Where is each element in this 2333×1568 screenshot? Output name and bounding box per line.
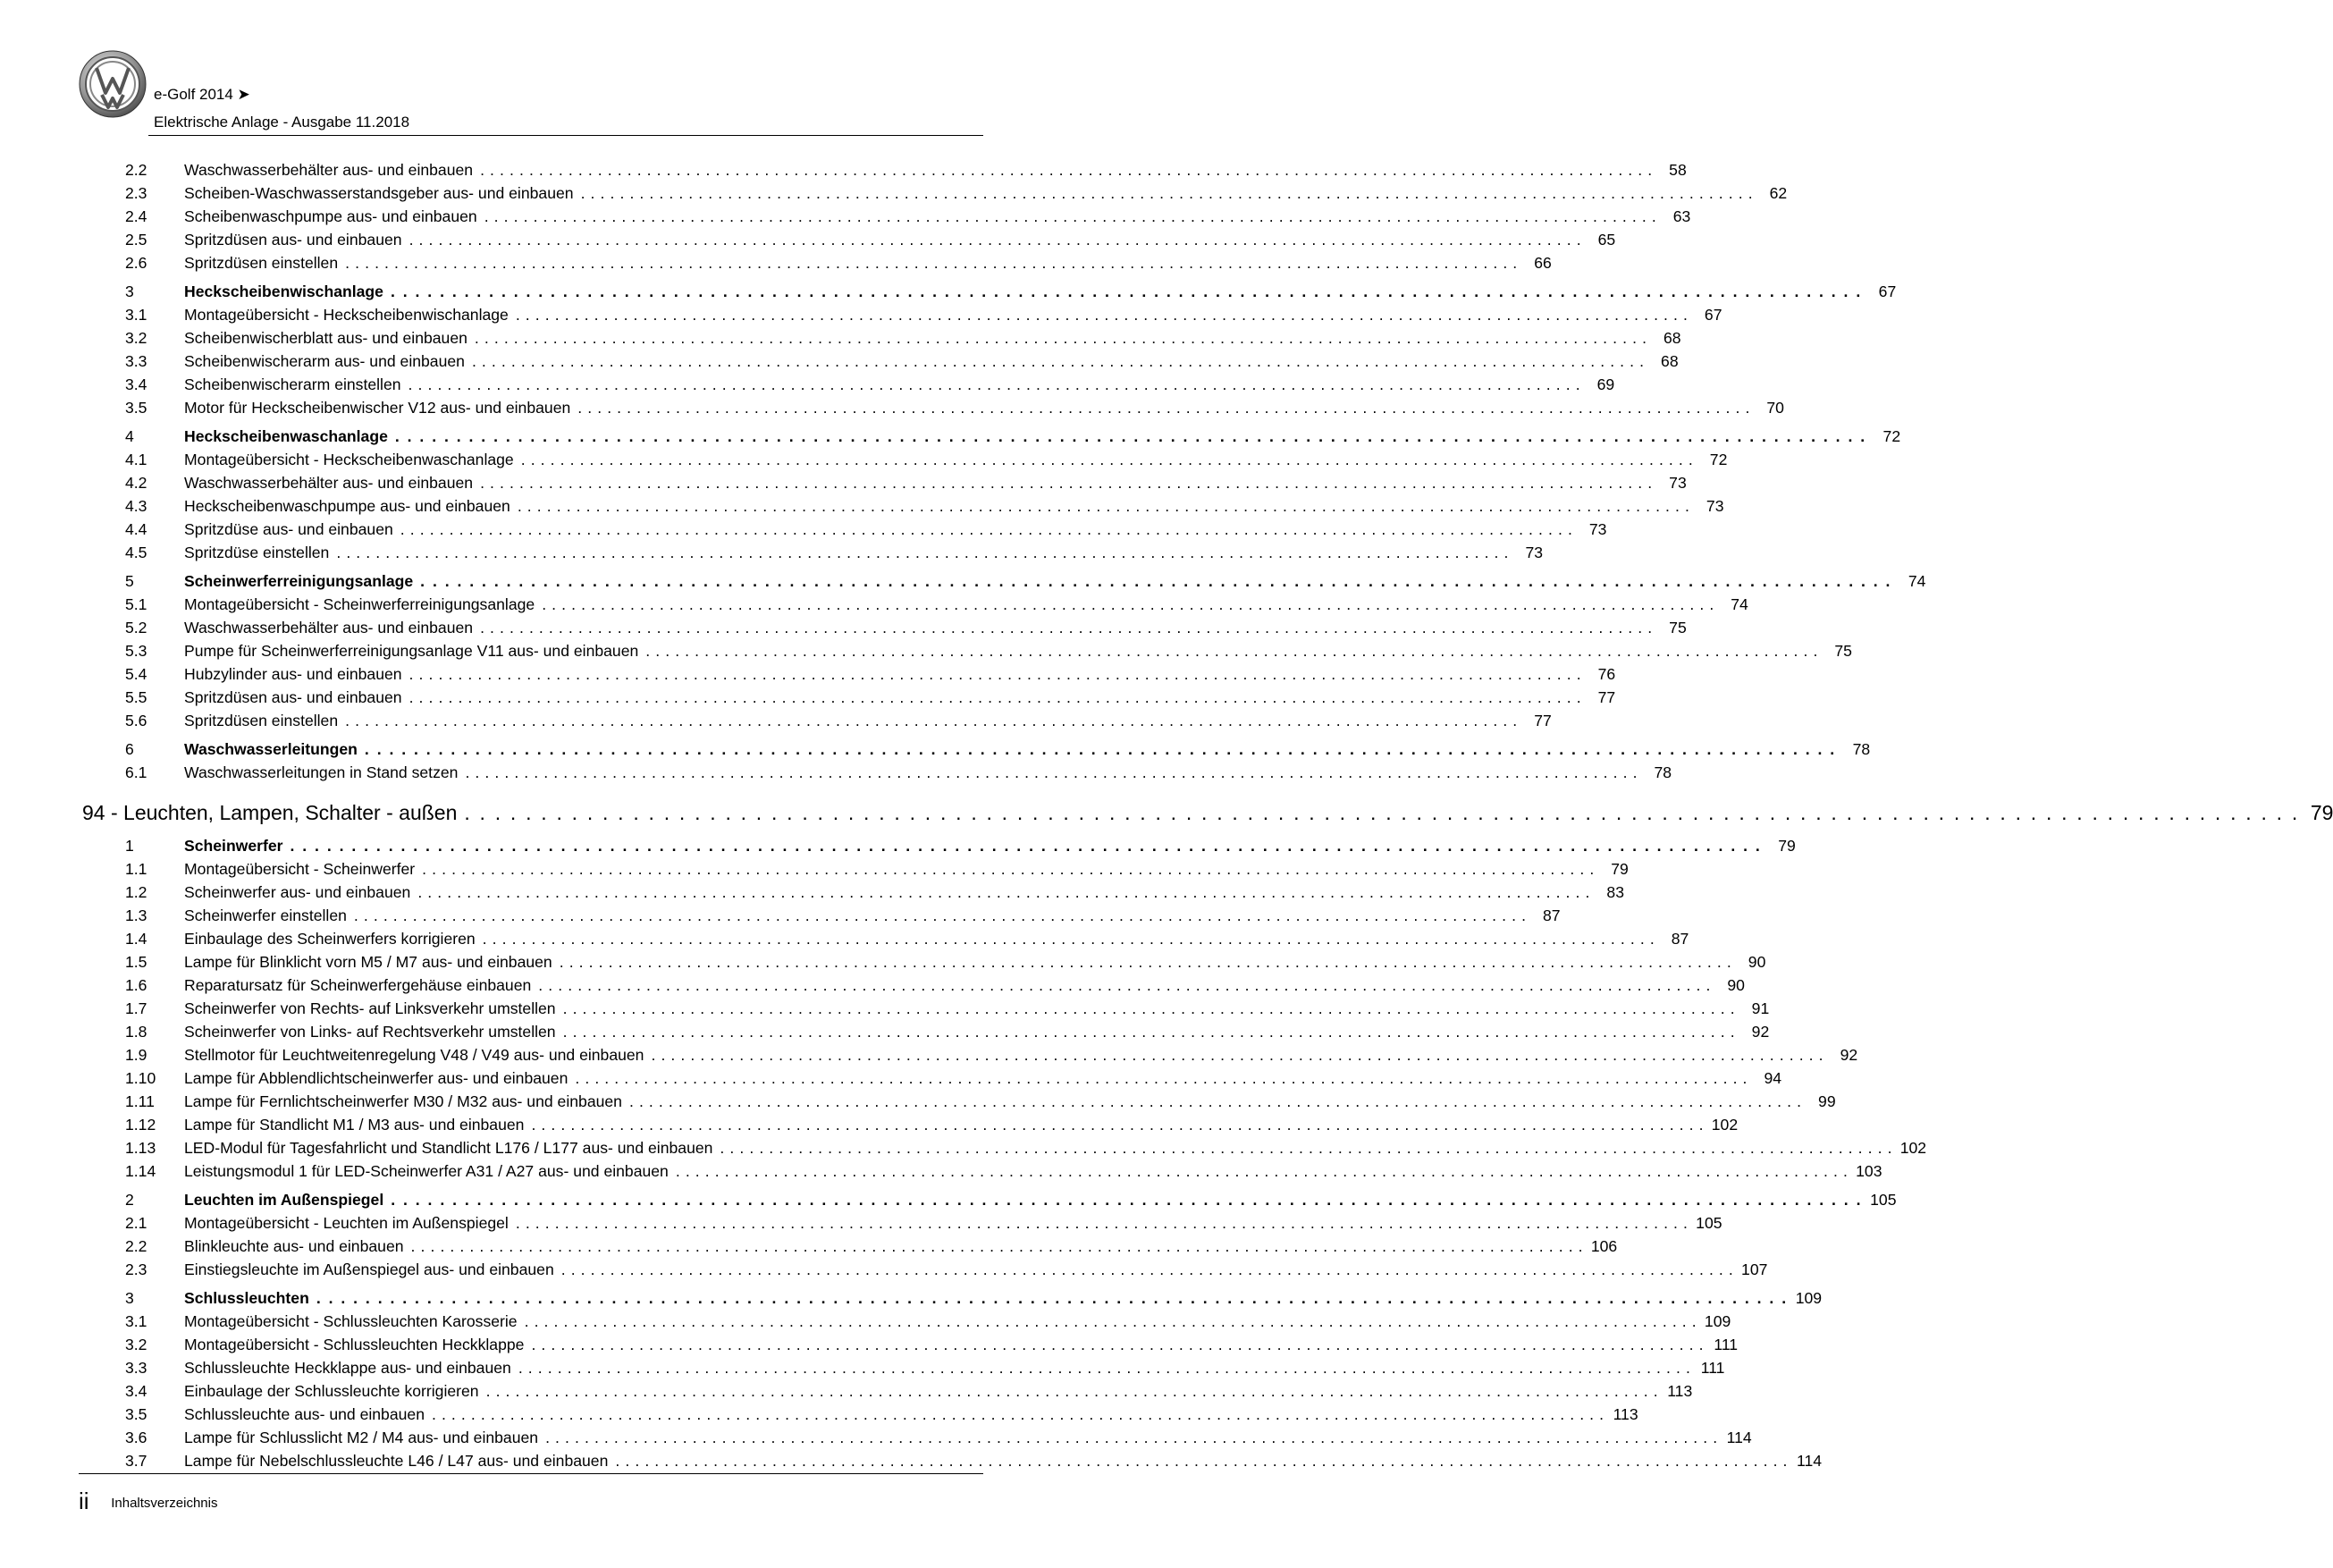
footer-label: Inhaltsverzeichnis <box>111 1496 218 1511</box>
toc-title: Waschwasserbehälter aus- und einbauen <box>184 161 474 179</box>
toc-page-number: 75 <box>1834 642 1852 660</box>
toc-title: Heckscheibenwaschanlage <box>184 427 388 445</box>
toc-number: 3.1 <box>125 1312 147 1330</box>
toc-number: 2.3 <box>125 1260 147 1278</box>
toc-entry[interactable] <box>82 881 1624 904</box>
toc-title: Waschwasserbehälter aus- und einbauen <box>184 474 474 492</box>
toc-page-number: 65 <box>1597 231 1616 249</box>
toc-title: Montageübersicht - Heckscheibenwischanlage <box>184 306 509 324</box>
toc-leader-dots: . . . . . . . . . . . . . . . . . . . . . . . . . . . . . . . . . . . . . . . . . . . . . . . . . . . . . . . . . . . . . . . . . . . . . . . . . . . . . . . . . . . . . . . . . . . . . . . . . . . . . . . . . . . . . . . . . . . . . . . . <box>408 375 1581 393</box>
toc-number: 5.1 <box>125 595 147 613</box>
toc-leader-dots: . . . . . . . . . . . . . . . . . . . . . . . . . . . . . . . . . . . . . . . . . . . . . . . . . . . . . . . . . . . . . . . . . . . . . . . . . . . . . . . . . . . . . . . . . . . . . . . . . . . . . . . . . . . . . . . . . . . . . . . . <box>345 254 1518 272</box>
toc-number: 5 <box>125 572 134 590</box>
toc-leader-dots: . . . . . . . . . . . . . . . . . . . . . . . . . . . . . . . . . . . . . . . . . . . . . . . . . . . . . . . . . . . . . . . . . . . . . . . . . . . . . . . . . . . . . . . . . . . . . . . . . . . . . . . . . . . . . . . . . . . . . . . . <box>559 953 1732 971</box>
toc-leader-dots: . . . . . . . . . . . . . . . . . . . . . . . . . . . . . . . . . . . . . . . . . . . . . . . . . . . . . . . . . . . . . . . . . . . . . . . . . . . . . . . . . . . . . . . . . . . . . . . . . . . . . . . . . . . . . . . . . . . . . . . . <box>345 712 1518 729</box>
toc-page-number: 111 <box>1700 1359 1725 1377</box>
toc-title: Scheibenwaschpumpe aus- und einbauen <box>184 207 477 225</box>
toc-number: 4.5 <box>125 544 147 561</box>
toc-title: Leuchten im Außenspiegel <box>184 1191 384 1209</box>
toc-page-number: 78 <box>1852 740 1871 758</box>
toc-number: 4.2 <box>125 474 147 492</box>
toc-entry[interactable] <box>82 448 1728 471</box>
toc-title: Motor für Heckscheibenwischer V12 aus- und einbauen <box>184 399 571 417</box>
toc-page-number: 73 <box>1588 520 1607 538</box>
toc-number: 3.2 <box>125 329 147 347</box>
toc-title: Lampe für Schlusslicht M2 / M4 aus- und einbauen <box>184 1429 539 1446</box>
toc-number: 3.5 <box>125 1405 147 1423</box>
toc-number: 2.3 <box>125 184 147 202</box>
header-divider <box>148 135 983 136</box>
toc-leader-dots: . . . . . . . . . . . . . . . . . . . . . . . . . . . . . . . . . . . . . . . . . . . . . . . . . . . . . . . . . . . . . . . . . . . . . . . . . . . . . . . . . . . . . . . . . . . . . . . . . . . . . . . . . . . . . . . . . . . . . . . . <box>474 329 1647 347</box>
toc-leader-dots: . . . . . . . . . . . . . . . . . . . . . . . . . . . . . . . . . . . . . . . . . . . . . . . . . . . . . . . . . . . . . . . . . . . . . . . . . . . . . . . . . . . . . . . . . . . . . . . . . . . . . . . . . . . . . . . . . . . . . . . . <box>651 1046 1824 1064</box>
toc-leader-dots: . . . . . . . . . . . . . . . . . . . . . . . . . . . . . . . . . . . . . . . . . . . . . . . . . . . . . . . . . . . . . . . . . . . . . . . . . . . . . . . . . . . . . . . . . . . . . . . . . . . . . . . . . . . . . . . . . . . . . . . . <box>400 520 1573 538</box>
toc-entry[interactable] <box>82 303 1722 326</box>
toc-page-number: 58 <box>1669 161 1687 179</box>
toc-page-number: 106 <box>1590 1237 1618 1255</box>
toc-leader-dots: . . . . . . . . . . . . . . . . . . . . . . . . . . . . . . . . . . . . . . . . . . . . . . . . . . . . . . . . . . . . . . . . . . . . . . . . . . . . . . . . . . . . . . . . . . . . . . . . . . . . . . . . . . . . . . . . . . . . . . . . <box>408 665 1582 683</box>
toc-title: Montageübersicht - Schlussleuchten Heckklappe <box>184 1336 525 1353</box>
toc-leader-dots: . . . . . . . . . . . . . . . . . . . . . . . . . . . . . . . . . . . . . . . . . . . . . . . . . . . . . . . . . . . . . . . . . . . . . . . . . . . . . . . . . . . . . . . . . . . . . . . . . . . . . . . . . . . . . . . . . . . . . . . . <box>575 1069 1748 1087</box>
toc-title: Scheiben-Waschwasserstandsgeber aus- und einbauen <box>184 184 574 202</box>
toc-title: Reparatursatz für Scheinwerfergehäuse einbauen <box>184 976 532 994</box>
toc-title: Blinkleuchte aus- und einbauen <box>184 1237 404 1255</box>
toc-section[interactable] <box>82 1188 1897 1211</box>
toc-leader-dots: . . . . . . . . . . . . . . . . . . . . . . . . . . . . . . . . . . . . . . . . . . . . . . . . . . . . . . . . . . . . . . . . . . . . . . . . . . . . . . . . . . . . . . . . . . . . . . . . . . . . . . . . . . . . . . . . . . . . . . . . <box>408 688 1582 706</box>
toc-entry[interactable] <box>82 1090 1836 1113</box>
toc-number: 2.2 <box>125 1237 147 1255</box>
toc-entry[interactable] <box>82 1310 1731 1333</box>
toc-number: 6.1 <box>125 763 147 781</box>
toc-leader-dots: . . . . . . . . . . . . . . . . . . . . . . . . . . . . . . . . . . . . . . . . . . . . . . . . . . . . . . . . . . . . . . . . . . . . . . . . . . . . . . . . . . . . . . . . . . . . . . . . . . . . . . . . . . . . . . . . . . . . . . . . <box>562 999 1736 1017</box>
toc-entry[interactable] <box>82 471 1687 494</box>
toc-leader-dots: . . . . . . . . . . . . . . . . . . . . . . . . . . . . . . . . . . . . . . . . . . . . . . . . . . . . . . . . . . . . . . . . . . . . . . . . . . . . . . . . . . . . . . . . . . . . . . . . . . . . . . . . . . . . . . . . . . . . . . . . <box>520 451 1694 468</box>
toc-entry[interactable] <box>82 1426 1752 1449</box>
toc-title: Heckscheibenwaschpumpe aus- und einbauen <box>184 497 510 515</box>
toc-section[interactable] <box>82 569 1926 593</box>
toc-number: 2 <box>125 1191 134 1209</box>
toc-leader-dots: . . . . . . . . . . . . . . . . . . . . . . . . . . . . . . . . . . . . . . . . . . . . . . . . . . . . . . . . . . . . . . . . . . . . . . . . . . . . . . . . . . . . . . . . . . . . . . . . . . . . . . . . . . . . . . . . . . . . . . . . <box>518 1359 1691 1377</box>
toc-page-number: 70 <box>1766 399 1784 417</box>
toc-title: Scheinwerfer aus- und einbauen <box>184 883 411 901</box>
toc-title: Scheinwerfer einstellen <box>184 906 347 924</box>
toc-page-number: 92 <box>1751 1023 1770 1041</box>
toc-entry[interactable] <box>82 541 1544 564</box>
toc-number: 4.1 <box>125 451 147 468</box>
toc-entry[interactable] <box>82 997 1770 1020</box>
toc-page-number: 73 <box>1525 544 1544 561</box>
toc-page-number: 79 <box>1611 860 1629 878</box>
toc-leader-dots: . . . . . . . . . . . . . . . . . . . . . . . . . . . . . . . . . . . . . . . . . . . . . . . . . . . . . . . . . . . . . . . . . . . . . . . . . . . . . . . . . . . . . . . . . . . . . . . . . . . . . . . . . . . . . . . . . . . . . . . . <box>675 1162 1849 1180</box>
toc-entry[interactable] <box>82 857 1629 881</box>
toc-number: 2.4 <box>125 207 147 225</box>
toc-leader-dots: . . . . . . . . . . . . . . . . . . . . . . . . . . . . . . . . . . . . . . . . . . . . . . . . . . . . . . . . . . . . . . . . . . . . . . . . . . . . . . . . . . . . . . . . . . . . . . . . . . . . . . . . . . . . . . . . . . . . . . . . <box>628 1092 1802 1110</box>
toc-number: 1.8 <box>125 1023 147 1041</box>
toc-entry[interactable] <box>82 181 1788 205</box>
toc-title: Einstiegsleuchte im Außenspiegel aus- und einbauen <box>184 1260 554 1278</box>
page-number: ii <box>79 1488 89 1514</box>
toc-title: Montageübersicht - Scheinwerfer <box>184 860 416 878</box>
toc-entry[interactable] <box>82 350 1679 373</box>
toc-title: Pumpe für Scheinwerferreinigungsanlage V11 aus- und einbauen <box>184 642 639 660</box>
toc-entry[interactable] <box>82 1113 1739 1136</box>
toc-leader-dots: . . . . . . . . . . . . . . . . . . . . . . . . . . . . . . . . . . . . . . . . . . . . . . . . . . . . . . . . . . . . . . . . . . . . . . . . . . . . . . . . . . . . . . . . . . . . . . . . . . . . . . . . . . . . . . . . . . . . . . . . <box>538 976 1711 994</box>
toc-number: 5.3 <box>125 642 147 660</box>
toc-page-number: 83 <box>1606 883 1624 901</box>
toc-leader-dots: . . . . . . . . . . . . . . . . . . . . . . . . . . . . . . . . . . . . . . . . . . . . . . . . . . . . . . . . . . . . . . . . . . . . . . . . . . . . . . . . . . . . . . . . . . . . . . . . . . . . . . . . . . . . . . . . . . . . . . . . <box>542 595 1714 613</box>
toc-number: 3 <box>125 282 134 300</box>
toc-title: Schlussleuchten <box>184 1289 309 1307</box>
toc-title: Waschwasserleitungen in Stand setzen <box>184 763 459 781</box>
toc-leader-dots: . . . . . . . . . . . . . . . . . . . . . . . . . . . . . . . . . . . . . . . . . . . . . . . . . . . . . . . . . . . . . . . . . . . . . . . . . . . . . . . . . . . . . . . . . . . . . . . . . . . . . . . . . . . . . . . . . . . . . . . . <box>562 1023 1736 1041</box>
toc-leader-dots: . . . . . . . . . . . . . . . . . . . . . . . . . . . . . . . . . . . . . . . . . . . . . . . . . . . . . . . . . . . . . . . . . . . . . . . . . . . . . . . . . . . . . . . . . . . . . . . . . . . . . . . . . . . . . . . . . . . . . . . . <box>420 572 1892 590</box>
toc-entry[interactable] <box>82 1235 1618 1258</box>
toc-leader-dots: . . . . . . . . . . . . . . . . . . . . . . . . . . . . . . . . . . . . . . . . . . . . . . . . . . . . . . . . . . . . . . . . . . . . . . . . . . . . . . . . . . . . . . . . . . . . . . . . . . . . . . . . . . . . . . . . . . . . . . . . <box>408 231 1582 249</box>
toc-section[interactable] <box>82 1286 1823 1310</box>
toc-leader-dots: . . . . . . . . . . . . . . . . . . . . . . . . . . . . . . . . . . . . . . . . . . . . . . . . . . . . . . . . . . . . . . . . . . . . . . . . . . . . . . . . . . . . . . . . . . . . . . . . . . . . . . . . . . . . . . . . . . . . . . . . <box>484 207 1657 225</box>
toc-leader-dots: . . . . . . . . . . . . . . . . . . . . . . . . . . . . . . . . . . . . . . . . . . . . . . . . . . . . . . . . . . . . . . . . . . . . . . . . . . . . . . . . . . . . . . . . . . . . . . . . . . . . . . . . . . . . . . . . . . . . . . . . <box>471 352 1645 370</box>
toc-page-number: 79 <box>1778 837 1796 855</box>
toc-leader-dots: . . . . . . . . . . . . . . . . . . . . . . . . . . . . . . . . . . . . . . . . . . . . . . . . . . . . . . . . . . . . . . . . . . . . . . . . . . . . . . . . . . . . . . . . . . . . . . . . . . . . . . . . . . . . . . . . . . . . . . . . <box>480 161 1653 179</box>
toc-leader-dots: . . . . . . . . . . . . . . . . . . . . . . . . . . . . . . . . . . . . . . . . . . . . . . . . . . . . . . . . . . . . . . . . . . . . . . . . . . . . . . . . . . . . . . . . . . . . . . . . . . . . . . . . . . . . . . . . . . . . . . . . <box>545 1429 1718 1446</box>
toc-title: Spritzdüse aus- und einbauen <box>184 520 393 538</box>
table-of-contents <box>82 158 2333 1472</box>
toc-page-number: 105 <box>1870 1191 1897 1209</box>
toc-page-number: 90 <box>1727 976 1745 994</box>
footer-divider <box>79 1473 983 1474</box>
toc-page-number: 68 <box>1661 352 1679 370</box>
toc-entry[interactable] <box>82 709 1552 732</box>
toc-number: 1.10 <box>125 1069 156 1087</box>
toc-number: 2.5 <box>125 231 147 249</box>
toc-title: Scheinwerferreinigungsanlage <box>184 572 414 590</box>
toc-entry[interactable] <box>82 1333 1739 1356</box>
toc-page-number: 102 <box>1899 1139 1927 1157</box>
toc-number: 1.2 <box>125 883 147 901</box>
toc-leader-dots: . . . . . . . . . . . . . . . . . . . . . . . . . . . . . . . . . . . . . . . . . . . . . . . . . . . . . . . . . . . . . . . . . . . . . . . . . . . . . . . . . . . . . . . . . . . . . . . . . . . . . . . . . . . . . . . . . . . . . . . . <box>480 619 1653 636</box>
toc-chapter[interactable] <box>82 797 2333 829</box>
toc-number: 1.13 <box>125 1139 156 1157</box>
toc-leader-dots: . . . . . . . . . . . . . . . . . . . . . . . . . . . . . . . . . . . . . . . . . . . . . . . . . . . . . . . . . . . . . . . . . . . . . . . . . . . . . . . . . . . . . . . . . . . . . . . . . . . . . . . . . . . . . . . . . . . . . . . . <box>417 883 1590 901</box>
toc-title: Spritzdüse einstellen <box>184 544 330 561</box>
toc-title: Montageübersicht - Scheinwerferreinigungsanlage <box>184 595 535 613</box>
toc-page-number: 105 <box>1696 1214 1722 1232</box>
toc-entry[interactable] <box>82 1136 1927 1159</box>
toc-entry[interactable] <box>82 518 1607 541</box>
toc-number: 1.4 <box>125 930 147 948</box>
toc-title: Spritzdüsen aus- und einbauen <box>184 688 402 706</box>
toc-entry[interactable] <box>82 639 1852 662</box>
toc-leader-dots: . . . . . . . . . . . . . . . . . . . . . . . . . . . . . . . . . . . . . . . . . . . . . . . . . . . . . . . . . . . . . . . . . . . . . . . . . . . . . . . . . . . . . . . . . . . . . . . . . . . . . . . . . . . . . . . . . . . . . . . . <box>531 1336 1705 1353</box>
toc-entry[interactable] <box>82 1379 1693 1403</box>
toc-number: 3.2 <box>125 1336 147 1353</box>
toc-number: 1.11 <box>125 1092 155 1110</box>
toc-entry[interactable] <box>82 373 1615 396</box>
toc-page-number: 66 <box>1534 254 1552 272</box>
toc-title: Einbaulage der Schlussleuchte korrigieren <box>184 1382 479 1400</box>
toc-title: Scheinwerfer von Links- auf Rechtsverkehr umstellen <box>184 1023 556 1041</box>
toc-title: Lampe für Fernlichtscheinwerfer M30 / M32 aus- und einbauen <box>184 1092 622 1110</box>
toc-leader-dots: . . . . . . . . . . . . . . . . . . . . . . . . . . . . . . . . . . . . . . . . . . . . . . . . . . . . . . . . . . . . . . . . . . . . . . . . . . . . . . . . . . . . . . . . . . . . . . . . . . . . . . . . . . . . . . . . . . . . . . . . <box>394 427 1867 445</box>
toc-leader-dots: . . . . . . . . . . . . . . . . . . . . . . . . . . . . . . . . . . . . . . . . . . . . . . . . . . . . . . . . . . . . . . . . . . . . . . . . . . . . . . . . . . . . . . . . . . . . . . . . . . . . . . . . . . . . . . . . . . . . . . . . <box>615 1452 1789 1470</box>
toc-entry[interactable] <box>82 158 1687 181</box>
toc-number: 1.5 <box>125 953 147 971</box>
toc-title: Lampe für Nebelschlussleuchte L46 / L47 aus- und einbauen <box>184 1452 609 1470</box>
toc-number: 3.3 <box>125 1359 147 1377</box>
toc-page-number: 74 <box>1908 572 1926 590</box>
toc-entry[interactable] <box>82 396 1784 419</box>
toc-number: 1.1 <box>125 860 147 878</box>
toc-entry[interactable] <box>82 950 1766 974</box>
toc-section[interactable] <box>82 280 1897 303</box>
toc-page-number: 73 <box>1669 474 1687 492</box>
toc-number: 4.3 <box>125 497 147 515</box>
toc-title: Hubzylinder aus- und einbauen <box>184 665 402 683</box>
toc-page-number: 113 <box>1667 1382 1693 1400</box>
toc-entry[interactable] <box>82 1258 1768 1281</box>
toc-leader-dots: . . . . . . . . . . . . . . . . . . . . . . . . . . . . . . . . . . . . . . . . . . . . . . . . . . . . . . . . . . . . . . . . . . . . . . . . . . . . . . . . . . . . . . . . . . . . . . . . . . . . . . . . . . . . . . . . . . . . . . . . <box>482 930 1655 948</box>
toc-leader-dots: . . . . . . . . . . . . . . . . . . . . . . . . . . . . . . . . . . . . . . . . . . . . . . . . . . . . . . . . . . . . . . . . . . . . . . . . . . . . . . . . . . . . . . . . . . . . . . . . . . . . . . . . . . . . . . . . . . . . . . . . <box>290 837 1762 855</box>
toc-entry[interactable] <box>82 1020 1770 1043</box>
toc-entry[interactable] <box>82 326 1681 350</box>
toc-leader-dots: . . . . . . . . . . . . . . . . . . . . . . . . . . . . . . . . . . . . . . . . . . . . . . . . . . . . . . . . . . . . . . . . . . . . . . . . . . . . . . . . . . . . . . . . . . . . . . . . . . . . . . . . . . . . . . . . . . . . . . . . <box>390 282 1863 300</box>
toc-entry[interactable] <box>82 1403 1638 1426</box>
toc-leader-dots: . . . . . . . . . . . . . . . . . . . . . . . . . . . . . . . . . . . . . . . . . . . . . . . . . . . . . . . . . . . . . . . . . . . . . . . . . . . . . . . . . . . . . . . . . . . . . . . . . . . . . . . . . . . . . . . . . . . . . . . . <box>422 860 1595 878</box>
toc-page-number: 109 <box>1704 1312 1731 1330</box>
document-title: e-Golf 2014 ➤ <box>154 86 250 103</box>
toc-number: 3.4 <box>125 1382 147 1400</box>
toc-number: 2.2 <box>125 161 147 179</box>
toc-title: Spritzdüsen aus- und einbauen <box>184 231 402 249</box>
toc-number: 3 <box>125 1289 134 1307</box>
toc-page-number: 62 <box>1769 184 1788 202</box>
toc-page-number: 109 <box>1795 1289 1823 1307</box>
toc-number: 3.7 <box>125 1452 147 1470</box>
toc-page-number: 113 <box>1613 1405 1638 1423</box>
toc-entry[interactable] <box>82 494 1724 518</box>
toc-page-number: 73 <box>1706 497 1724 515</box>
toc-entry[interactable] <box>82 593 1748 616</box>
toc-leader-dots: . . . . . . . . . . . . . . . . . . . . . . . . . . . . . . . . . . . . . . . . . . . . . . . . . . . . . . . . . . . . . . . . . . . . . . . . . . . . . . . . . . . . . . . . . . . . . . . . . . . . . . . . . . . . . . . . . . . . . . . . <box>515 1214 1689 1232</box>
toc-number: 3.3 <box>125 352 147 370</box>
toc-page-number: 87 <box>1671 930 1689 948</box>
toc-leader-dots: . . . . . . . . . . . . . . . . . . . . . . . . . . . . . . . . . . . . . . . . . . . . . . . . . . . . . . . . . . . . . . . . . . . . . . . . . . . . . . . . . . . . . . . . . . . . . . . . . . . . . . . . . . . . . . . . . . . . . . . . <box>391 1191 1863 1209</box>
toc-title: Montageübersicht - Leuchten im Außenspiegel <box>184 1214 509 1232</box>
toc-page-number: 75 <box>1669 619 1687 636</box>
toc-leader-dots: . . . . . . . . . . . . . . . . . . . . . . . . . . . . . . . . . . . . . . . . . . . . . . . . . . . . . . . . . . . . . . . . . . . . . . . . . . . . . . . . . . . . . . . . . . . . . . . . . . . . . . . . . . . . . . . . . . . . . . . . <box>431 1405 1604 1423</box>
toc-title: Montageübersicht - Schlussleuchten Karosserie <box>184 1312 518 1330</box>
toc-title: Lampe für Standlicht M1 / M3 aus- und einbauen <box>184 1116 525 1134</box>
toc-title: Leistungsmodul 1 für LED-Scheinwerfer A31 / A27 aus- und einbauen <box>184 1162 669 1180</box>
toc-title: Scheinwerfer von Rechts- auf Linksverkehr umstellen <box>184 999 556 1017</box>
toc-leader-dots: . . . . . . . . . . . . . . . . . . . . . . . . . . . . . . . . . . . . . . . . . . . . . . . . . . . . . . . . . . . . . . . . . . . . . . . . . . . . . . . . . . . . . . . . . . . . . . . . . . . . . . . . . . . . . . . . . . . . . . . . <box>485 1382 1659 1400</box>
toc-title: Scheinwerfer <box>184 837 283 855</box>
toc-number: 4.4 <box>125 520 147 538</box>
toc-entry[interactable] <box>82 1066 1782 1090</box>
toc-title: Heckscheibenwischanlage <box>184 282 383 300</box>
toc-entry[interactable] <box>82 228 1616 251</box>
toc-entry[interactable] <box>82 904 1561 927</box>
toc-page-number: 76 <box>1597 665 1616 683</box>
toc-number: 6 <box>125 740 134 758</box>
toc-leader-dots: . . . . . . . . . . . . . . . . . . . . . . . . . . . . . . . . . . . . . . . . . . . . . . . . . . . . . . . . . . . . . . . . . . . . . . . . . . . . . . . . . . . . . . . . . . . . . . . . . . . . . . . . . . . . . . . . . . . . . . . . <box>316 1289 1789 1307</box>
toc-number: 5.4 <box>125 665 147 683</box>
toc-leader-dots: . . . . . . . . . . . . . . . . . . . . . . . . . . . . . . . . . . . . . . . . . . . . . . . . . . . . . . . . . . . . . . . . . . . . . . . . . . . . . . . . . . . . . . . . . . . . . . . . . . . . . . . . . . . . . . . . . . . . . . . . <box>336 544 1510 561</box>
toc-title: Scheibenwischerblatt aus- und einbauen <box>184 329 467 347</box>
toc-leader-dots: . . . . . . . . . . . . . . . . . . . . . . . . . . . . . . . . . . . . . . . . . . . . . . . . . . . . . . . . . . . . . . . . . . . . . . . . . . . . . . . . . . . . . . . . . . . . . . . . . . . . . . . . . . . . . . . . . . . . . . . . <box>410 1237 1584 1255</box>
toc-number: 5.2 <box>125 619 147 636</box>
toc-entry[interactable] <box>82 1159 1882 1183</box>
toc-page-number: 79 <box>2310 801 2333 824</box>
page-header <box>79 50 983 131</box>
toc-page-number: 78 <box>1654 763 1672 781</box>
toc-number: 1.14 <box>125 1162 156 1180</box>
toc-page-number: 92 <box>1840 1046 1858 1064</box>
toc-title: 94 - Leuchten, Lampen, Schalter - außen <box>82 801 458 824</box>
toc-title: Scheibenwischerarm aus- und einbauen <box>184 352 465 370</box>
toc-page-number: 72 <box>1709 451 1728 468</box>
toc-entry[interactable] <box>82 686 1616 709</box>
toc-page-number: 111 <box>1714 1336 1739 1353</box>
toc-entry[interactable] <box>82 1043 1858 1066</box>
toc-page-number: 102 <box>1711 1116 1739 1134</box>
toc-page-number: 90 <box>1748 953 1766 971</box>
toc-page-number: 91 <box>1751 999 1770 1017</box>
toc-number: 4 <box>125 427 134 445</box>
toc-title: LED-Modul für Tagesfahrlicht und Standlicht L176 / L177 aus- und einbauen <box>184 1139 713 1157</box>
toc-number: 1 <box>125 837 134 855</box>
toc-page-number: 67 <box>1878 282 1897 300</box>
toc-number: 5.6 <box>125 712 147 729</box>
toc-leader-dots: . . . . . . . . . . . . . . . . . . . . . . . . . . . . . . . . . . . . . . . . . . . . . . . . . . . . . . . . . . . . . . . . . . . . . . . . . . . . . . . . . . . . . . . . . . . . . . . . . . . . . . . . . . . . . . . . . . . . . . . . <box>465 763 1638 781</box>
toc-leader-dots: . . . . . . . . . . . . . . . . . . . . . . . . . . . . . . . . . . . . . . . . . . . . . . . . . . . . . . . . . . . . . . . . . . . . . . . . . . . . . . . . . . . . . . . . . . . . . . . . . . . . . . . . . . . . . . . . . . . . . . . . <box>560 1260 1734 1278</box>
toc-number: 5.5 <box>125 688 147 706</box>
toc-section[interactable] <box>82 834 1796 857</box>
toc-leader-dots: . . . . . . . . . . . . . . . . . . . . . . . . . . . . . . . . . . . . . . . . . . . . . . . . . . . . . . . . . . . . . . . . . . . . . . . . . . . . . . . . . . . . . . . . . . . . . . . . . . . . . . . . . . . . . . . . . . . . . . . . <box>720 1139 1893 1157</box>
toc-leader-dots: . . . . . . . . . . . . . . . . . . . . . . . . . . . . . . . . . . . . . . . . . . . . . . . . . . . . . . . . . . . . . . . . . . . . . . . . . . . . . . . . . . . . . . . . . . . . . . . . . . . . . . . . . . . . . . . . . . . . . . . . <box>524 1312 1697 1330</box>
toc-number: 1.6 <box>125 976 147 994</box>
toc-title: Spritzdüsen einstellen <box>184 712 339 729</box>
toc-number: 2.1 <box>125 1214 147 1232</box>
toc-page-number: 114 <box>1796 1452 1823 1470</box>
toc-entry[interactable] <box>82 974 1745 997</box>
toc-number: 3.5 <box>125 399 147 417</box>
toc-page-number: 63 <box>1672 207 1691 225</box>
toc-page-number: 68 <box>1663 329 1681 347</box>
toc-entry[interactable] <box>82 1449 1823 1472</box>
toc-title: Lampe für Abblendlichtscheinwerfer aus- und einbauen <box>184 1069 569 1087</box>
toc-leader-dots: . . . . . . . . . . . . . . . . . . . . . . . . . . . . . . . . . . . . . . . . . . . . . . . . . . . . . . . . . . . . . . . . . . . . . . . . . . . . . . . . . . . . . . . . . . . . . . . . . . . . . . . . . . . . . . . . . . . . . . . . <box>531 1116 1705 1134</box>
vw-logo-icon <box>79 50 147 118</box>
toc-title: Schlussleuchte Heckklappe aus- und einbauen <box>184 1359 511 1377</box>
toc-page-number: 77 <box>1597 688 1616 706</box>
toc-page-number: 87 <box>1542 906 1561 924</box>
toc-leader-dots: . . . . . . . . . . . . . . . . . . . . . . . . . . . . . . . . . . . . . . . . . . . . . . . . . . . . . . . . . . . . . . . . . . . . . . . . . . . . . . . . . . . . . . . . . . . . . . . . . . . . . . . . . . . . . . . . . . . . . . . . <box>464 801 2300 824</box>
document-subtitle: Elektrische Anlage - Ausgabe 11.2018 <box>154 114 410 131</box>
toc-page-number: 107 <box>1741 1260 1768 1278</box>
toc-section[interactable] <box>82 425 1901 448</box>
toc-entry[interactable] <box>82 205 1691 228</box>
toc-leader-dots: . . . . . . . . . . . . . . . . . . . . . . . . . . . . . . . . . . . . . . . . . . . . . . . . . . . . . . . . . . . . . . . . . . . . . . . . . . . . . . . . . . . . . . . . . . . . . . . . . . . . . . . . . . . . . . . . . . . . . . . . <box>517 497 1690 515</box>
toc-number: 3.1 <box>125 306 147 324</box>
toc-entry[interactable] <box>82 1211 1722 1235</box>
toc-page-number: 67 <box>1704 306 1722 324</box>
toc-number: 1.9 <box>125 1046 147 1064</box>
toc-page-number: 114 <box>1726 1429 1752 1446</box>
toc-number: 3.6 <box>125 1429 147 1446</box>
toc-entry[interactable] <box>82 251 1552 274</box>
toc-section[interactable] <box>82 738 1871 761</box>
toc-number: 1.3 <box>125 906 147 924</box>
toc-entry[interactable] <box>82 616 1687 639</box>
toc-title: Waschwasserbehälter aus- und einbauen <box>184 619 474 636</box>
toc-number: 1.12 <box>125 1116 156 1134</box>
toc-page-number: 94 <box>1764 1069 1782 1087</box>
toc-entry[interactable] <box>82 927 1689 950</box>
toc-page-number: 103 <box>1856 1162 1882 1180</box>
toc-number: 2.6 <box>125 254 147 272</box>
toc-title: Montageübersicht - Heckscheibenwaschanlage <box>184 451 514 468</box>
toc-title: Einbaulage des Scheinwerfers korrigieren <box>184 930 476 948</box>
toc-page-number: 77 <box>1534 712 1552 729</box>
toc-title: Lampe für Blinklicht vorn M5 / M7 aus- und einbauen <box>184 953 552 971</box>
toc-number: 1.7 <box>125 999 147 1017</box>
toc-leader-dots: . . . . . . . . . . . . . . . . . . . . . . . . . . . . . . . . . . . . . . . . . . . . . . . . . . . . . . . . . . . . . . . . . . . . . . . . . . . . . . . . . . . . . . . . . . . . . . . . . . . . . . . . . . . . . . . . . . . . . . . . <box>645 642 1818 660</box>
toc-leader-dots: . . . . . . . . . . . . . . . . . . . . . . . . . . . . . . . . . . . . . . . . . . . . . . . . . . . . . . . . . . . . . . . . . . . . . . . . . . . . . . . . . . . . . . . . . . . . . . . . . . . . . . . . . . . . . . . . . . . . . . . . <box>353 906 1527 924</box>
toc-page-number: 74 <box>1731 595 1748 613</box>
toc-leader-dots: . . . . . . . . . . . . . . . . . . . . . . . . . . . . . . . . . . . . . . . . . . . . . . . . . . . . . . . . . . . . . . . . . . . . . . . . . . . . . . . . . . . . . . . . . . . . . . . . . . . . . . . . . . . . . . . . . . . . . . . . <box>515 306 1689 324</box>
toc-entry[interactable] <box>82 761 1672 784</box>
toc-title: Schlussleuchte aus- und einbauen <box>184 1405 425 1423</box>
toc-leader-dots: . . . . . . . . . . . . . . . . . . . . . . . . . . . . . . . . . . . . . . . . . . . . . . . . . . . . . . . . . . . . . . . . . . . . . . . . . . . . . . . . . . . . . . . . . . . . . . . . . . . . . . . . . . . . . . . . . . . . . . . . <box>580 184 1754 202</box>
toc-page-number: 72 <box>1882 427 1901 445</box>
toc-page-number: 69 <box>1596 375 1615 393</box>
toc-title: Stellmotor für Leuchtweitenregelung V48 / V49 aus- und einbauen <box>184 1046 644 1064</box>
toc-entry[interactable] <box>82 662 1616 686</box>
page-footer <box>79 1488 217 1517</box>
toc-page-number: 99 <box>1818 1092 1836 1110</box>
toc-title: Scheibenwischerarm einstellen <box>184 375 401 393</box>
toc-leader-dots: . . . . . . . . . . . . . . . . . . . . . . . . . . . . . . . . . . . . . . . . . . . . . . . . . . . . . . . . . . . . . . . . . . . . . . . . . . . . . . . . . . . . . . . . . . . . . . . . . . . . . . . . . . . . . . . . . . . . . . . . <box>364 740 1837 758</box>
toc-title: Spritzdüsen einstellen <box>184 254 339 272</box>
toc-title: Waschwasserleitungen <box>184 740 358 758</box>
toc-number: 3.4 <box>125 375 147 393</box>
toc-entry[interactable] <box>82 1356 1725 1379</box>
toc-leader-dots: . . . . . . . . . . . . . . . . . . . . . . . . . . . . . . . . . . . . . . . . . . . . . . . . . . . . . . . . . . . . . . . . . . . . . . . . . . . . . . . . . . . . . . . . . . . . . . . . . . . . . . . . . . . . . . . . . . . . . . . . <box>577 399 1750 417</box>
toc-leader-dots: . . . . . . . . . . . . . . . . . . . . . . . . . . . . . . . . . . . . . . . . . . . . . . . . . . . . . . . . . . . . . . . . . . . . . . . . . . . . . . . . . . . . . . . . . . . . . . . . . . . . . . . . . . . . . . . . . . . . . . . . <box>480 474 1653 492</box>
